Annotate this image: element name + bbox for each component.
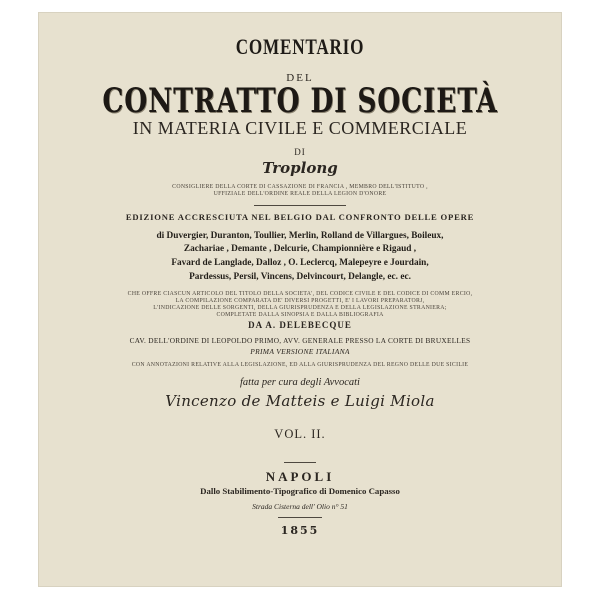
edition-statement: EDIZIONE ACCRESCIUTA NEL BELGIO DAL CONFRONTO DELLE OPERE <box>125 212 475 222</box>
imprint-city: NAPOLI <box>265 469 335 484</box>
volume-number: VOL. II. <box>274 427 326 441</box>
contents-description-3: L'INDICAZIONE DELLE SORGENTI, DELLA GIURISPRUDENZA E DELLA LEGISLAZIONE STRANIERA; <box>153 305 447 311</box>
imprint-address: Strada Cisterna dell' Olio n° 51 <box>252 502 348 511</box>
authors-list-3: Favard de Langlade, Dalloz , O. Leclercq, Malepeyre e Jourdain, <box>171 258 429 268</box>
by-label: DI <box>294 147 306 157</box>
editor-description: CAV. DELL'ORDINE DI LEOPOLDO PRIMO, AVV. GENERALE PRESSO LA CORTE DI BRUXELLES <box>129 336 471 345</box>
imprint-publisher: Dallo Stabilimento-Tipografico di Domenico Capasso <box>200 486 400 496</box>
authors-list-4: Pardessus, Persil, Vincens, Delvincourt, Delangle, ec. ec. <box>189 272 411 282</box>
contents-description-2: LA COMPILAZIONE COMPARATA DE' DIVERSI PROGETTI, E' I LAVORI PREPARATORJ, <box>175 298 425 304</box>
title-del: DEL <box>286 72 314 84</box>
divider <box>284 462 316 463</box>
imprint-year: 1855 <box>280 524 320 537</box>
contents-description-1: CHE OFFRE CIASCUN ARTICOLO DEL TITOLO DELLA SOCIETA', DEL CODICE CIVILE E DEL CODICE DI COMM ERCIO, <box>127 291 473 297</box>
translators-names: Vincenzo de Matteis e Luigi Miola <box>165 392 435 410</box>
annotations-note: CON ANNOTAZIONI RELATIVE ALLA LEGISLAZIONE, ED ALLA GIURISPRUDENZA DEL REGNO DELLE DUE SICILIE <box>131 362 469 368</box>
divider <box>254 205 346 206</box>
translation-version: PRIMA VERSIONE ITALIANA <box>250 347 350 356</box>
title-contratto: CONTRATTO DI SOCIETÀ <box>102 81 498 121</box>
authors-list-2: Zachariae , Demante , Delcurie, Championnière e Rigaud , <box>183 244 417 254</box>
title-page-content <box>38 12 562 587</box>
book-title-page <box>38 12 562 587</box>
editor-name: DA A. DELEBECQUE <box>248 320 352 330</box>
authors-list-1: di Duvergier, Duranton, Toullier, Merlin, Rolland de Villargues, Boileux, <box>156 231 444 241</box>
translators-intro: fatta per cura degli Avvocati <box>240 377 360 388</box>
title-commentario: COMENTARIO <box>235 34 365 59</box>
divider <box>278 517 322 518</box>
author-description-2: UFFIZIALE DELL'ORDINE REALE DELLA LEGION D'ONORE <box>213 191 387 197</box>
author-name: Troplong <box>262 159 338 177</box>
title-materia: IN MATERIA CIVILE E COMMERCIALE <box>132 118 468 138</box>
author-description-1: CONSIGLIERE DELLA CORTE DI CASSAZIONE DI FRANCIA , MEMBRO DELL'ISTITUTO , <box>172 184 428 190</box>
contents-description-4: COMPLETATE DALLA SINOPSIA E DALLA BIBLIOGRAFIA <box>216 312 384 318</box>
